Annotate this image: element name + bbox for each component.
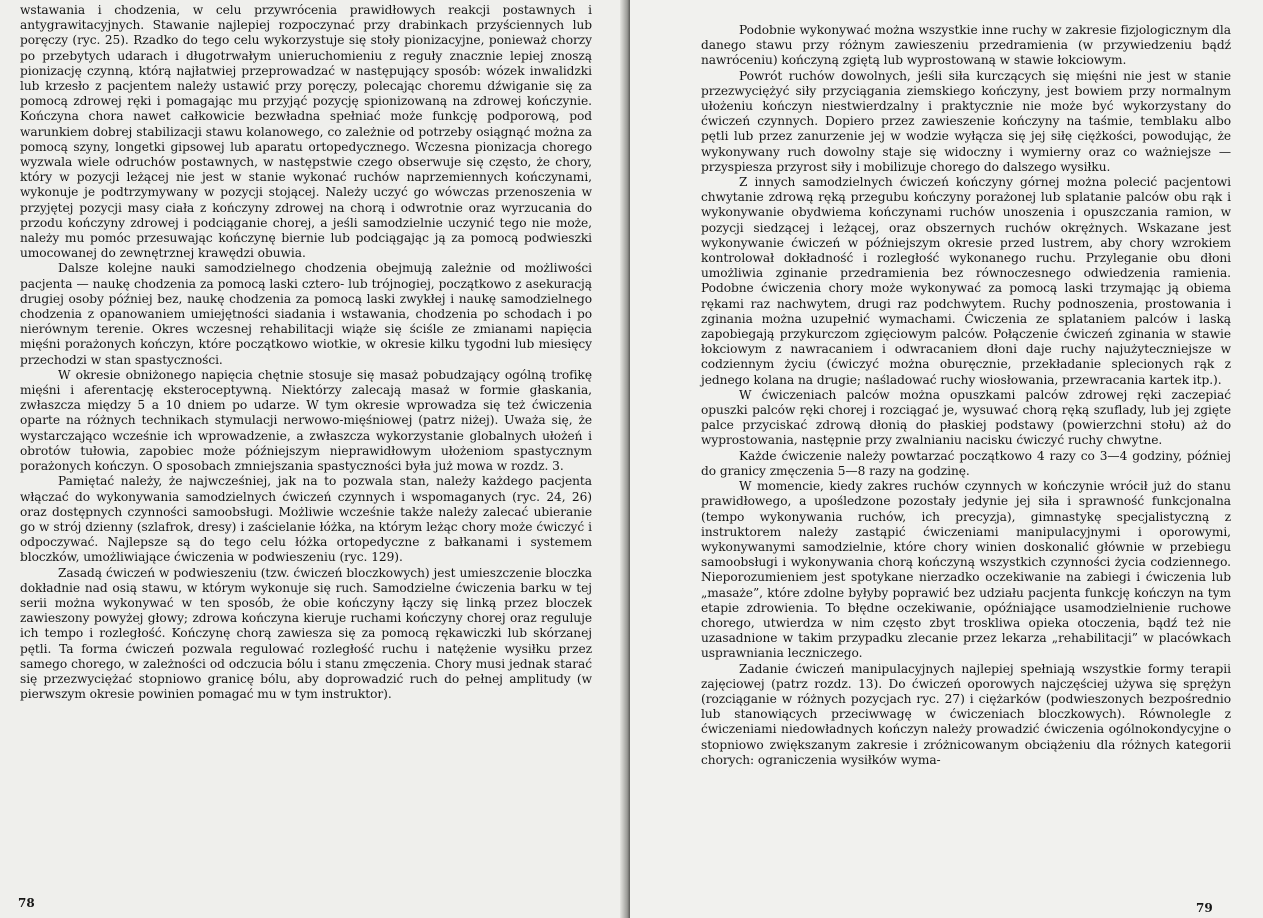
right-page — [630, 0, 1263, 918]
page-number: 78 — [18, 896, 35, 910]
paragraph: wstawania i chodzenia, w celu przywrócenia prawidłowych reakcji postawnych i antygrawitacyjnych. Stawanie najlepiej rozpoczynać przy drabinkach przyściennych lub poręczy (ryc. 25). Rzadko do tego celu wykorzystuje się stoły pionizacyjne, ponieważ chorzy po przebytych udarach i długotrwałym unieruchomieniu z reguły znacznie lepiej znoszą pionizację czynną, którą najłatwiej przeprowadzać w następujący sposób: wózek inwalidzki lub krzesło z pacjentem należy ustawić przy poręczy, polecając choremu dźwiganie się za pomocą zdrowej ręki i pomagając mu przyjąć pozycję spionizowaną na zdrowej kończynie. Kończyna chora nawet całkowicie bezwładna spełniać może funkcję podporową, pod warunkiem dobrej stabilizacji stawu kolanowego, co zależnie od potrzeby osiągnąć można za pomocą szyny, longetki gipsowej lub aparatu ortopedycznego. Wczesna pionizacja chorego wyzwala wiele odruchów postawnych, w następstwie czego obserwuje się często, że chory, który w pozycji leżącej nie jest w stanie wykonać ruchów naprzemiennych kończynami, wykonuje je podtrzymywany w pozycji stojącej. Należy uczyć go wówczas przenoszenia w przyjętej pozycji masy ciała z kończyny zdrowej na chorą i odwrotnie oraz wyrzucania do przodu kończyny zdrowej i podciąganie chorej, a jeśli samodzielnie uczynić tego nie może, należy mu pomóc przesuwając kończynę biernie lub podciągając ją za pomocą podwieszki umocowanej do zewnętrznej krawędzi obuwia. — [20, 3, 592, 261]
paragraph: Podobnie wykonywać można wszystkie inne ruchy w zakresie fizjologicznym dla danego stawu przy różnym zawieszeniu przedramienia (w przywiedzeniu bądź nawróceniu) kończyną zgiętą lub wyprostowaną w stawie łokciowym. — [701, 23, 1231, 68]
left-page-text — [20, 3, 592, 702]
paragraph: Dalsze kolejne nauki samodzielnego chodzenia obejmują zależnie od możliwości pacjenta — naukę chodzenia za pomocą laski cztero- lub trójnogiej, początkowo z asekuracją drugiej osoby później bez, naukę chodzenia za pomocą laski zwykłej i naukę samodzielnego chodzenia z opanowaniem umiejętności siadania i wstawania, chodzenia po schodach i po nierównym terenie. Okres wczesnej rehabilitacji wiąże się ściśle ze zmianami napięcia mięśni porażonych kończyn, które początkowo wiotkie, w okresie kilku tygodni lub miesięcy przechodzi w stan spastyczności. — [20, 261, 592, 367]
paragraph: Z innych samodzielnych ćwiczeń kończyny górnej można polecić pacjentowi chwytanie zdrową ręką przegubu kończyny porażonej lub splatanie palców obu rąk i wykonywanie obydwiema kończynami ruchów unoszenia i opuszczania ramion, w pozycji siedzącej i leżącej, oraz obszernych ruchów okrężnych. Wskazane jest wykonywanie ćwiczeń w późniejszym okresie przed lustrem, aby chory wzrokiem kontrolował dokładność i rozległość wykonanego ruchu. Przyleganie obu dłoni umożliwia zginanie przedramienia bez równoczesnego odwiedzenia ramienia. Podobne ćwiczenia chory może wykonywać za pomocą laski trzymając ją obiema rękami raz nachwytem, drugi raz podchwytem. Ruchy podnoszenia, prostowania i zginania można uzupełnić wymachami. Ćwiczenia ze splataniem palców i laską zapobiegają przykurczom zgięciowym palców. Połączenie ćwiczeń zginania w stawie łokciowym z nawracaniem i odwracaniem dłoni daje ruchy najużyteczniejsze w codziennym życiu (ćwiczyć można oburęcznie, przekładanie splecionych rąk z jednego kolana na drugie; naśladować ruchy wiosłowania, przewracania kartek itp.). — [701, 175, 1231, 387]
paragraph: Zasadą ćwiczeń w podwieszeniu (tzw. ćwiczeń bloczkowych) jest umieszczenie bloczka dokładnie nad osią stawu, w którym wykonuje się ruch. Samodzielne ćwiczenia barku w tej serii można wykonywać w ten sposób, że obie kończyny łączy się linką przez bloczek zawieszony powyżej głowy; zdrowa kończyna kieruje ruchami kończyny chorej oraz reguluje ich tempo i rozległość. Kończynę chorą zawiesza się za pomocą rękawiczki lub skórzanej pętli. Ta forma ćwiczeń pozwala regulować rozległość ruchu i natężenie wysiłku przez samego chorego, w zależności od odczucia bólu i stanu zmęczenia. Chory musi jednak starać się przezwyciężać stopniowo granicę bólu, aby doprowadzić ruch do pełnej amplitudy (w pierwszym okresie powinien pomagać mu w tym instruktor). — [20, 565, 592, 702]
paragraph: Zadanie ćwiczeń manipulacyjnych najlepiej spełniają wszystkie formy terapii zajęciowej (patrz rozdz. 13). Do ćwiczeń oporowych najczęściej używa się sprężyn (rozciąganie w różnych pozycjach ryc. 27) i ciężarków (podwieszonych bezpośrednio lub stanowiących przeciwwagę w ćwiczeniach bloczkowych). Równolegle z ćwiczeniami niedowładnych kończyn należy prowadzić ćwiczenia ogólnokondycyjne o stopniowo zwiększanym zakresie i zróżnicowanym obciążeniu dla różnych kategorii chorych: ograniczenia wysiłków wyma- — [701, 661, 1231, 767]
left-page — [0, 0, 626, 918]
paragraph: Powrót ruchów dowolnych, jeśli siła kurczących się mięśni nie jest w stanie przezwyciężyć siły przyciągania ziemskiego kończyny, jest bowiem przy normalnym ułożeniu kończyn niestwierdzalny i praktycznie nie może być wykorzystany do ćwiczeń czynnych. Dopiero przez zawieszenie kończyny na taśmie, temblaku albo pętli lub przez zanurzenie jej w wodzie wyłącza się jej siłę ciężkości, powodując, że wykonywany ruch dowolny staje się widoczny i wymierny oraz co ważniejsze — przyspiesza przyrost siły i mobilizuje chorego do dalszego wysiłku. — [701, 68, 1231, 174]
right-page-text — [701, 23, 1231, 768]
paragraph: Pamiętać należy, że najwcześniej, jak na to pozwala stan, należy każdego pacjenta włączać do wykonywania samodzielnych ćwiczeń czynnych i wspomaganych (ryc. 24, 26) oraz dostępnych czynności samoobsługi. Możliwie wcześnie także należy zalecać ubieranie go w strój dzienny (szlafrok, dresy) i zaścielanie łóżka, na którym leżąc chory może ćwiczyć i odpoczywać. Najlepsze są do tego celu łóżka ortopedyczne z bałkanami i systemem bloczków, umożliwiające ćwiczenia w podwieszeniu (ryc. 129). — [20, 474, 592, 565]
paragraph: W okresie obniżonego napięcia chętnie stosuje się masaż pobudzający ogólną trofikę mięśni i aferentację eksteroceptywną. Niektórzy zalecają masaż w formie głaskania, zwłaszcza między 5 a 10 dniem po udarze. W tym okresie wprowadza się też ćwiczenia oparte na różnych technikach stymulacji nerwowo-mięśniowej (patrz niżej). Uważa się, że wystarczająco wcześnie ich wprowadzenie, a zwłaszcza wykorzystanie globalnych ułożeń i obrotów tułowia, zapobiec może późniejszym nieprawidłowym ułożeniom spastycznym porażonych kończyn. O sposobach zmniejszania spastyczności była już mowa w rozdz. 3. — [20, 367, 592, 474]
paragraph: W momencie, kiedy zakres ruchów czynnych w kończynie wrócił już do stanu prawidłowego, a upośledzone pozostały jedynie jej siła i sprawność funkcjonalna (tempo wykonywania ruchów, ich precyzja), gimnastykę specjalistyczną z instruktorem należy zastąpić ćwiczeniami manipulacyjnymi i oporowymi, wykonywanymi samodzielnie, które chory winien doskonalić głównie w przebiegu samoobsługi i wykonywania chorą kończyną wszystkich czynności życia codziennego. Nieporozumieniem jest spotykane nierzadko oczekiwanie na zabiegi i ćwiczenia lub „masaże”, które zdolne byłyby poprawić bez udziału pacjenta funkcję kończyn na tym etapie zdrowienia. To błędne oczekiwanie, opóźniające usamodzielnienie ruchowe chorego, utwierdza w nim często zbyt troskliwa opieka otoczenia, bądź też nie uzasadnione w takim przypadku zlecanie przez lekarza „rehabilitacji” w placówkach usprawniania leczniczego. — [701, 479, 1231, 661]
page-number: 79 — [1196, 901, 1213, 915]
paragraph: W ćwiczeniach palców można opuszkami palców zdrowej ręki zaczepiać opuszki palców ręki chorej i rozciągać je, wysuwać chorą ręką szuflady, lub jej zgięte palce przyciskać zdrową dłonią do płaskiej podstawy (powierzchni stołu) aż do wyprostowania, następnie przy zwalnianiu nacisku ćwiczyć ruchy chwytne. — [701, 387, 1231, 448]
paragraph: Każde ćwiczenie należy powtarzać początkowo 4 razy co 3—4 godziny, później do granicy zmęczenia 5—8 razy na godzinę. — [701, 448, 1231, 478]
